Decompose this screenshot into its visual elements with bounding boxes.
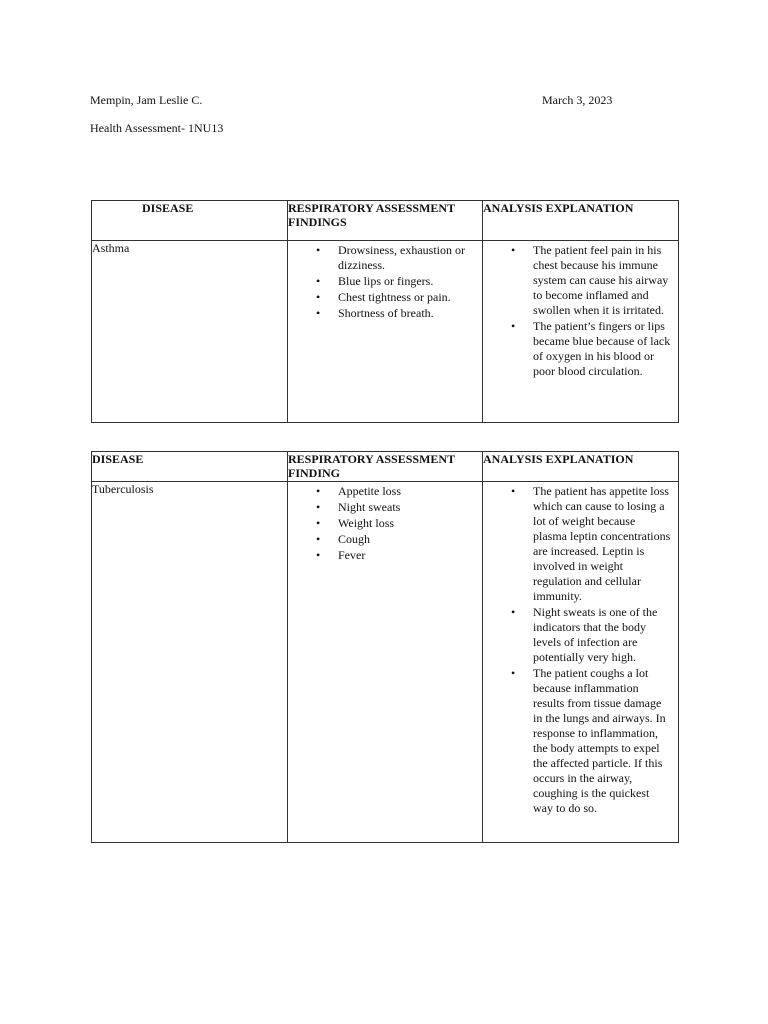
list-item: • Weight loss — [288, 516, 482, 531]
document-date: March 3, 2023 — [542, 93, 613, 107]
list-item: • The patient feel pain in his chest because his immune system can cause his airway to become inflamed and swollen when it is irritated. — [483, 243, 678, 318]
column-header-findings: RESPIRATORY ASSESSMENT FINDING — [288, 452, 483, 482]
list-item: • The patient coughs a lot because inflammation results from tissue damage in the lungs and airways. In response to inflammation, the body attempts to expel the affected particle. If this occurs in the airway, coughing is the quickest way to do so. — [483, 666, 678, 816]
column-header-analysis: ANALYSIS EXPLANATION — [483, 452, 679, 482]
analysis-cell — [483, 482, 679, 843]
analysis-list — [483, 484, 678, 816]
analysis-cell — [483, 241, 679, 423]
table-row — [92, 241, 679, 423]
column-header-findings: RESPIRATORY ASSESSMENT FINDINGS — [288, 201, 483, 241]
tuberculosis-table — [91, 451, 679, 843]
author-name: Mempin, Jam Leslie C. — [90, 93, 203, 107]
table-header-row — [92, 201, 679, 241]
list-item: • Shortness of breath. — [288, 306, 482, 321]
analysis-list — [483, 243, 678, 379]
list-item: • The patient has appetite loss which can cause to losing a lot of weight because plasma leptin concentrations are increased. Leptin is involved in weight regulation and cellular immunity. — [483, 484, 678, 604]
asthma-table — [91, 200, 679, 423]
disease-name: Tuberculosis — [92, 482, 288, 843]
list-item: • Fever — [288, 548, 482, 563]
column-header-analysis: ANALYSIS EXPLANATION — [483, 201, 679, 241]
table-header-row — [92, 452, 679, 482]
disease-name: Asthma — [92, 241, 288, 423]
findings-list — [288, 484, 482, 563]
column-header-disease: DISEASE — [92, 201, 288, 241]
list-item: • Drowsiness, exhaustion or dizziness. — [288, 243, 482, 273]
findings-cell — [288, 482, 483, 843]
list-item: • Night sweats is one of the indicators that the body levels of infection are potentially very high. — [483, 605, 678, 665]
course-title: Health Assessment- 1NU13 — [90, 121, 224, 135]
findings-list — [288, 243, 482, 321]
list-item: • Appetite loss — [288, 484, 482, 499]
list-item: • Chest tightness or pain. — [288, 290, 482, 305]
list-item: • Cough — [288, 532, 482, 547]
list-item: • The patient’s fingers or lips became blue because of lack of oxygen in his blood or poor blood circulation. — [483, 319, 678, 379]
findings-cell — [288, 241, 483, 423]
list-item: • Night sweats — [288, 500, 482, 515]
table-row — [92, 482, 679, 843]
list-item: • Blue lips or fingers. — [288, 274, 482, 289]
column-header-disease: DISEASE — [92, 452, 288, 482]
